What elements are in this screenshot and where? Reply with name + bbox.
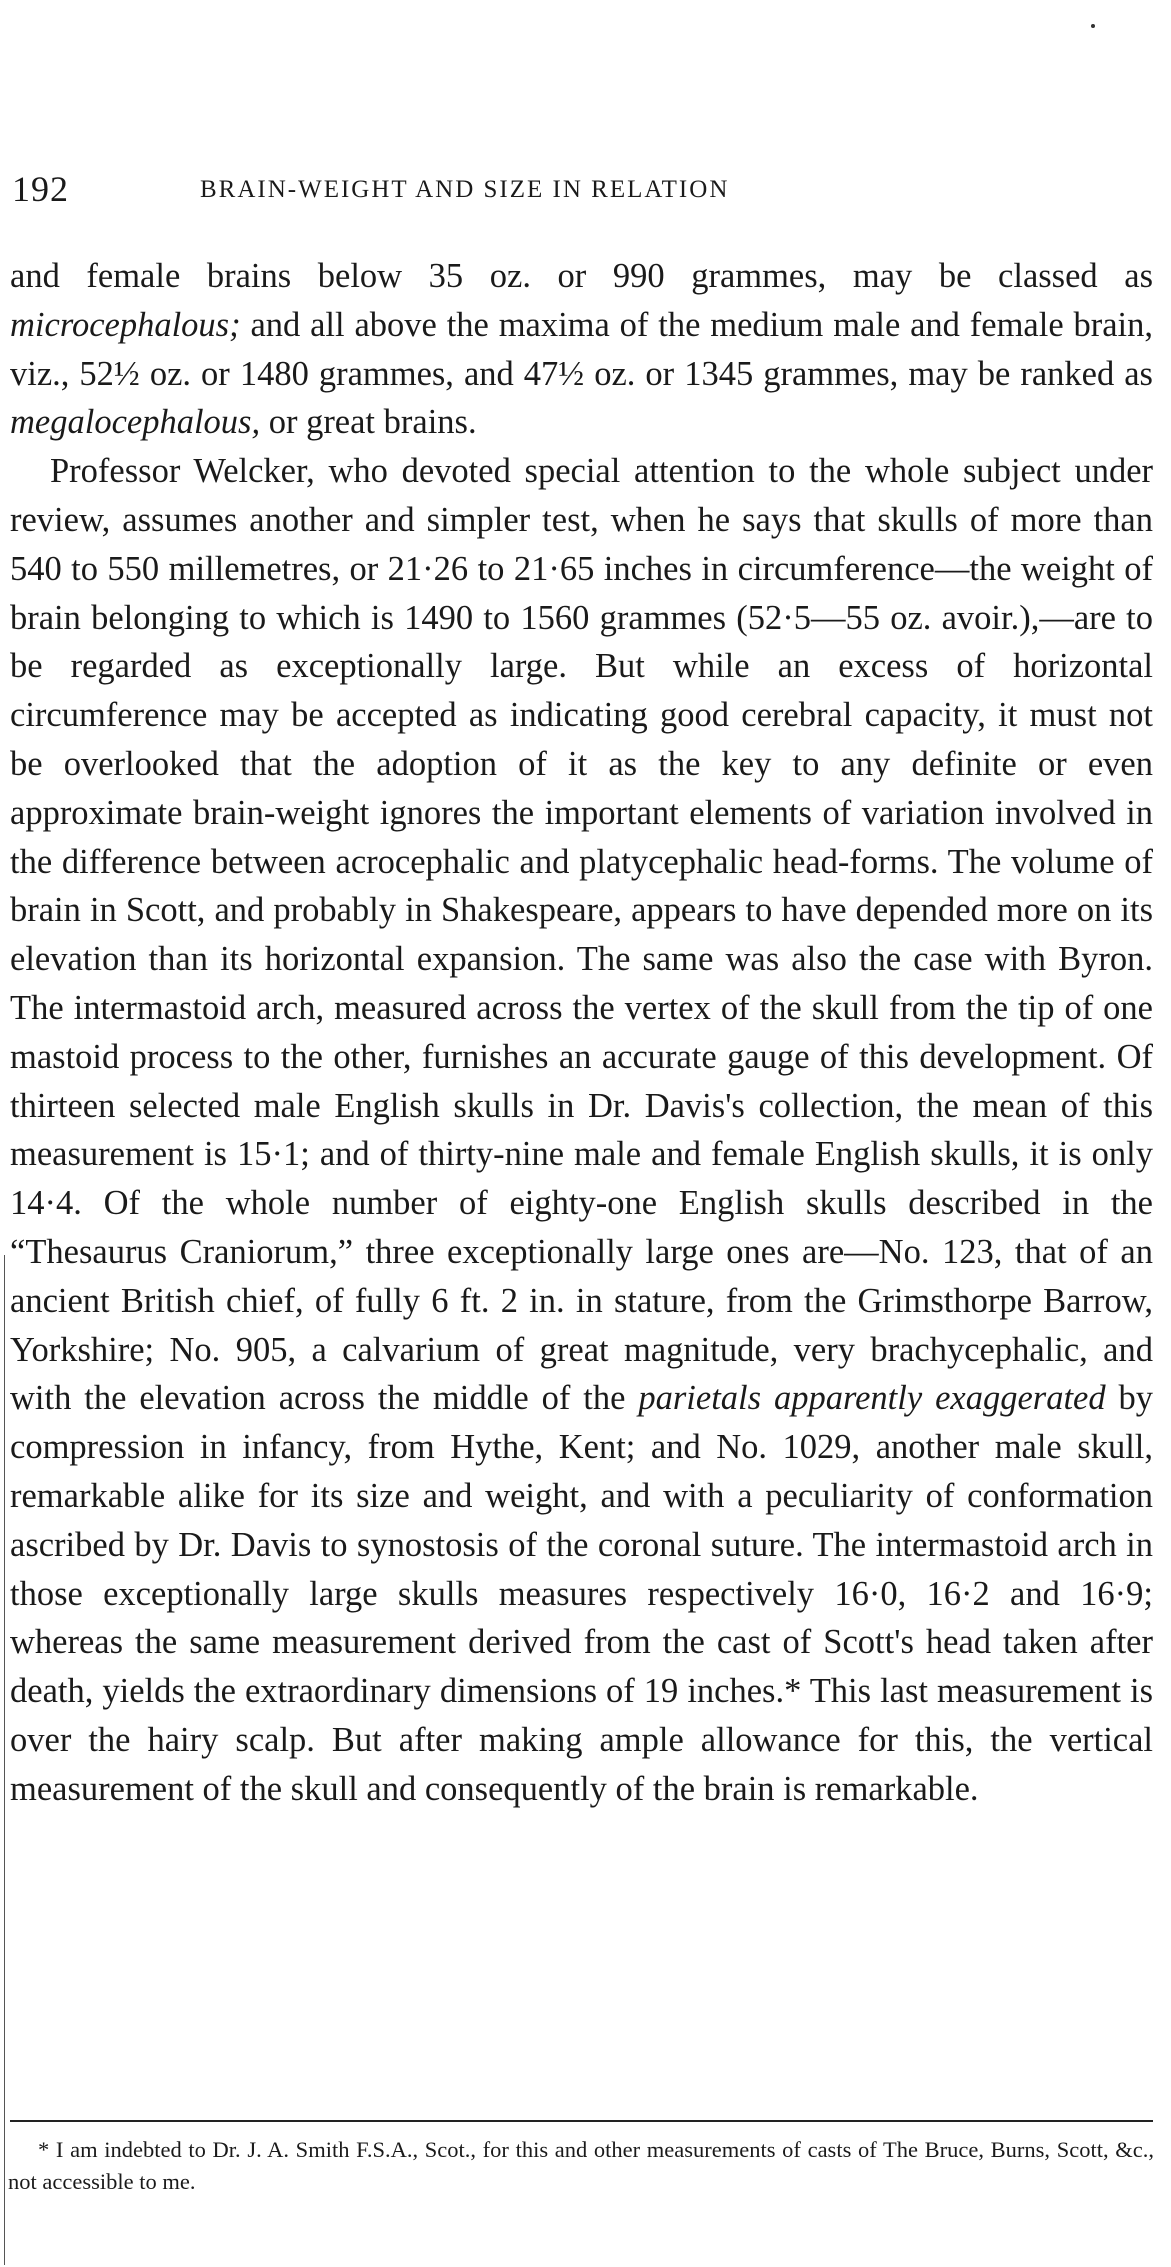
running-head: BRAIN-WEIGHT AND SIZE IN RELATION bbox=[200, 176, 730, 203]
paragraph-2-text-b: by compression in infancy, from Hythe, Kent; and No. 1029, another male skull, remarkable alike for its size and weight, and with a peculiarity of conformation ascribed by Dr. Davis to synostosis of the coronal suture. The intermastoid arch in those exceptionally large skulls measures respectively 16·0, 16·2 and 16·9; whereas the same measurement derived from the cast of Scott's head taken after death, yields the extraordinary dimensions of 19 inches.* This last measurement is over the hairy scalp. But after making ample allowance for this, the vertical measurement of the skull and consequently of the brain is remarkable. bbox=[10, 1379, 1154, 1808]
paragraph-1 bbox=[10, 252, 1153, 447]
paragraph-1-italic-term-2: megalocephalous, bbox=[10, 403, 261, 442]
paragraph-1-text-b: and all above the maxima of the medium male and female brain, viz., 52½ oz. or 1480 grammes, and 47½ oz. or 1345 grammes, may be ranked as bbox=[10, 305, 1153, 393]
paragraph-2-italic-phrase: parietals apparently exaggerated bbox=[638, 1379, 1106, 1418]
paragraph-1-italic-term-1: microcephalous; bbox=[10, 305, 241, 344]
footnote-text: * I am indebted to Dr. J. A. Smith F.S.A., Scot., for this and other measurements of casts of The Bruce, Burns, Scott, &c., not accessible to me. bbox=[8, 2137, 1154, 2194]
gutter-line bbox=[4, 1255, 5, 2265]
footnote bbox=[8, 2134, 1154, 2198]
page-header bbox=[12, 168, 1152, 218]
page-number: 192 bbox=[12, 169, 69, 209]
paragraph-2-text-a: Professor Welcker, who devoted special attention to the whole subject under review, assumes another and simpler test, when he says that skulls of more than 540 to 550 millemetres, or 21·26 to 21·65 inches in circumference—the weight of brain belonging to which is 1490 to 1560 grammes (52·5—55 oz. avoir.),—are to be regarded as exceptionally large. But while an excess of horizontal circumference may be accepted as indicating good cerebral capacity, it must not be overlooked that the adoption of it as the key to any definite or even approximate brain-weight ignores the important elements of variation involved in the difference between acrocephalic and platycephalic head-forms. The volume of brain in Scott, and probably in Shakespeare, appears to have depended more on its elevation than its horizontal expansion. The same was also the case with Byron. The intermastoid arch, measured across the vertex of the skull from the tip of one mastoid process to the other, furnishes an accurate gauge of this development. Of thirteen selected male English skulls in Dr. Davis's collection, the mean of this measurement is 15·1; and of thirty-nine male and female English skulls, it is only 14·4. Of the whole number of eighty-one English skulls described in the “Thesaurus Craniorum,” three exceptionally large ones are—No. 123, that of an ancient British chief, of fully 6 ft. 2 in. in stature, from the Grimsthorpe Barrow, Yorkshire; No. 905, a calvarium of great magnitude, very brachycephalic, and with the elevation across the middle of the bbox=[10, 452, 1153, 1418]
corner-speck bbox=[1091, 24, 1095, 28]
paragraph-2 bbox=[10, 447, 1153, 1813]
body-text bbox=[10, 252, 1153, 1814]
paragraph-1-text-a: and female brains below 35 oz. or 990 grammes, may be classed as bbox=[10, 257, 1153, 295]
paragraph-1-text-c: or great brains. bbox=[260, 403, 477, 442]
footnote-divider bbox=[10, 2120, 1153, 2122]
